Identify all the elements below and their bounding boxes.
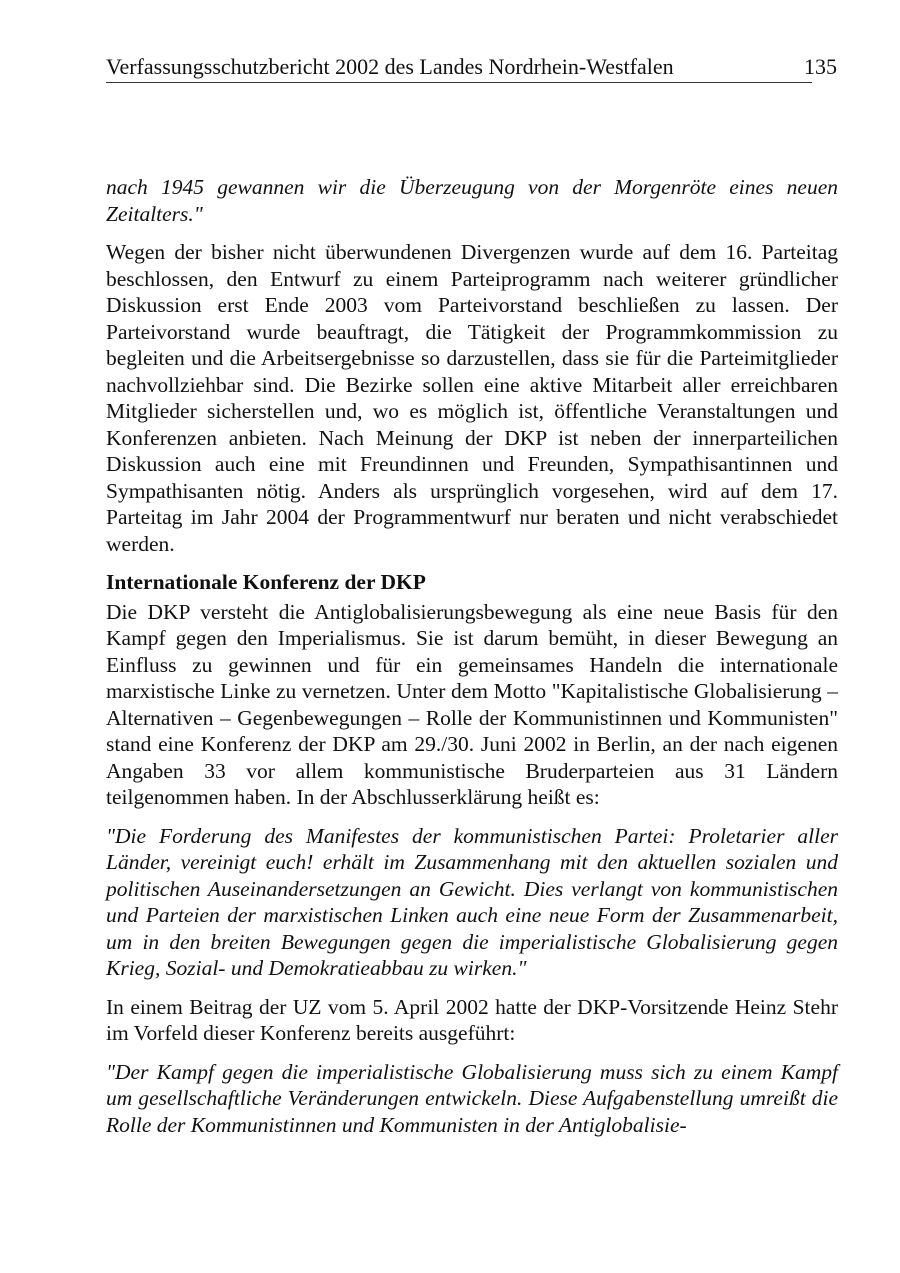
quote-stehr: "Der Kampf gegen die imperialistische Globalisierung muss sich zu einem Kampf um gesellschaftliche Veränderungen entwickeln. Diese Aufgabenstellung umreißt die Rolle der Kommunistinnen und Kommunisten in der Antiglobalisie- [106,1059,838,1137]
quote-abschlusserklaerung: "Die Forderung des Manifestes der kommunistischen Partei: Proletarier aller Länder, vereinigt euch! erhält im Zusammenhang mit den aktuellen sozialen und politischen Auseinandersetzungen an Gewicht. Dies verlangt von kommunistischen und Parteien der marxistischen Linken auch eine neue Form der Zusammenarbeit, um in den breiten Bewegungen gegen die imperialistische Globalisierung gegen Krieg, Sozial- und Demokratieabbau zu wirken." [106,823,838,980]
quote-continuation: nach 1945 gewannen wir die Überzeugung von der Morgenröte eines neuen Zeitalters." [106,175,838,226]
header-title: Verfassungsschutzbericht 2002 des Landes Nordrhein-Westfalen [106,54,674,79]
paragraph-uz-beitrag: In einem Beitrag der UZ vom 5. April 2002 hatte der DKP-Vorsitzende Heinz Stehr im Vorfeld dieser Konferenz bereits ausgeführt: [106,994,838,1045]
section-heading: Internationale Konferenz der DKP [106,570,426,594]
running-header [106,52,837,83]
paragraph-konferenz: Die DKP versteht die Antiglobalisierungsbewegung als eine neue Basis für den Kampf gegen den Imperialismus. Sie ist darum bemüht, in dieser Bewegung an Einfluss zu gewinnen und für ein gemeinsames Handeln die internationale marxistische Linke zu vernetzen. Unter dem Motto "Kapitalistische Globalisierung – Alternativen – Gegenbewegungen – Rolle der Kommunistinnen und Kommunisten" stand eine Konferenz der DKP am 29./30. Juni 2002 in Berlin, an der nach eigenen Angaben 33 vor allem kommunistische Bruderparteien aus 31 Ländern teilgenommen haben. In der Abschlusserklärung heißt es: [106,599,838,809]
page-number: 135 [804,54,837,79]
paragraph-programm: Wegen der bisher nicht überwundenen Divergenzen wurde auf dem 16. Parteitag beschlossen, den Entwurf zu einem Parteiprogramm nach weiterer gründlicher Diskussion erst Ende 2003 vom Parteivorstand beschließen zu lassen. Der Parteivorstand wurde beauftragt, die Tätigkeit der Programmkommission zu begleiten und die Arbeitsergebnisse so darzustellen, dass sie für die Parteimitglieder nachvollziehbar sind. Die Bezirke sollen eine aktive Mitarbeit aller erreichbaren Mitglieder sicherstellen und, wo es möglich ist, öffentliche Veranstaltungen und Konferenzen anbieten. Nach Meinung der DKP ist neben der innerparteilichen Diskussion auch eine mit Freundinnen und Freunden, Sympathisantinnen und Sympathisanten nötig. Anders als ursprünglich vorgesehen, wird auf dem 17. Parteitag im Jahr 2004 der Programmentwurf nur beraten und nicht verabschiedet werden. [106,240,838,556]
page-body [106,174,838,1150]
